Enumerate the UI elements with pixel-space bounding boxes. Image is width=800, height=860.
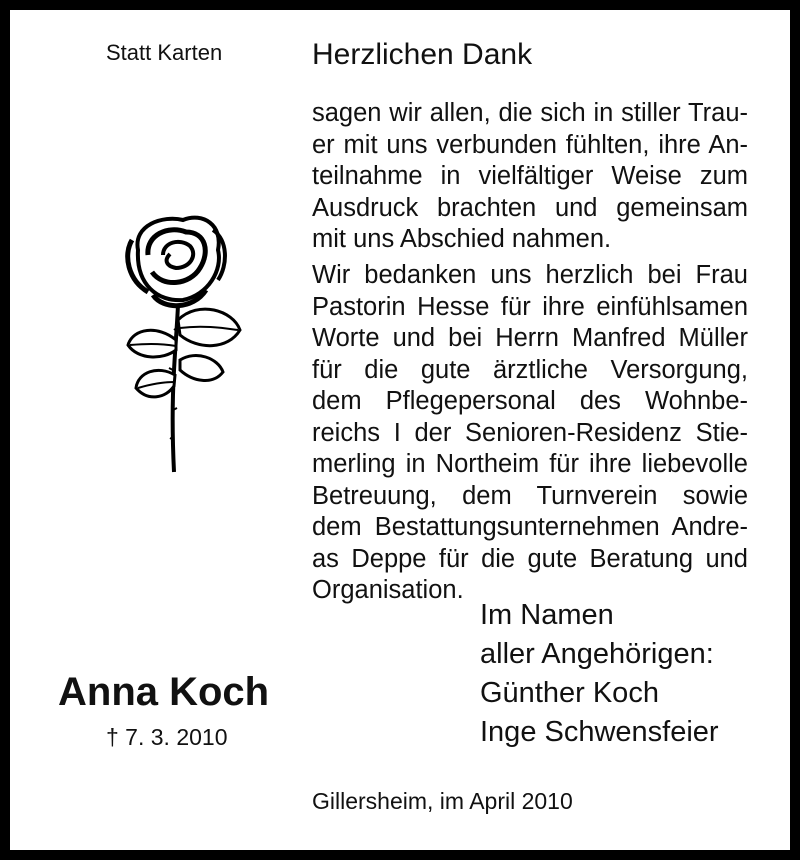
text-line: Wir bedanken uns herzlich bei Frau [312,261,748,289]
text-line: as Deppe für die gute Beratung und [312,544,748,573]
place-and-date: Gillersheim, im April 2010 [312,788,573,814]
rose-illustration [118,210,248,475]
signature-block [480,596,719,752]
signer-name: Inge Schwensfeier [480,716,719,748]
death-date: † 7. 3. 2010 [106,724,228,750]
thanks-paragraph-1 [312,98,748,256]
text-line: teilnahme in vielfältiger Weise zum [312,162,748,190]
text-line: Worte und bei Herrn Manfred Müller [312,324,748,352]
thanks-heading: Herzlichen Dank [312,38,533,71]
signature-line-2: aller Angehörigen: [480,638,714,670]
text-line: dem Pflegepersonal des Wohnbe- [312,387,748,415]
thanks-paragraph-2 [312,260,748,607]
text-line: Pastorin Hesse für ihre einfühlsamen [312,292,748,321]
text-line: Betreuung, dem Turnverein sowie [312,481,748,510]
text-line: sagen wir allen, die sich in stiller Trau- [312,99,748,127]
statt-karten-label: Statt Karten [106,40,223,65]
text-line: merling in Northeim für ihre liebevolle [312,450,748,478]
signature-line-1: Im Namen [480,599,614,631]
text-line: Organisation. [312,576,464,604]
deceased-name: Anna Koch [58,670,270,714]
text-line: für die gute ärztliche Versorgung, [312,355,748,384]
text-line: reichs I der Senioren-Residenz Stie- [312,418,748,447]
text-line: dem Bestattungsunternehmen Andre- [312,513,748,541]
text-line: er mit uns verbunden fühlten, ihre An- [312,130,748,159]
text-line: mit uns Abschied nahmen. [312,225,612,253]
text-line: Ausdruck brachten und gemeinsam [312,193,748,222]
signer-name: Günther Koch [480,677,659,709]
